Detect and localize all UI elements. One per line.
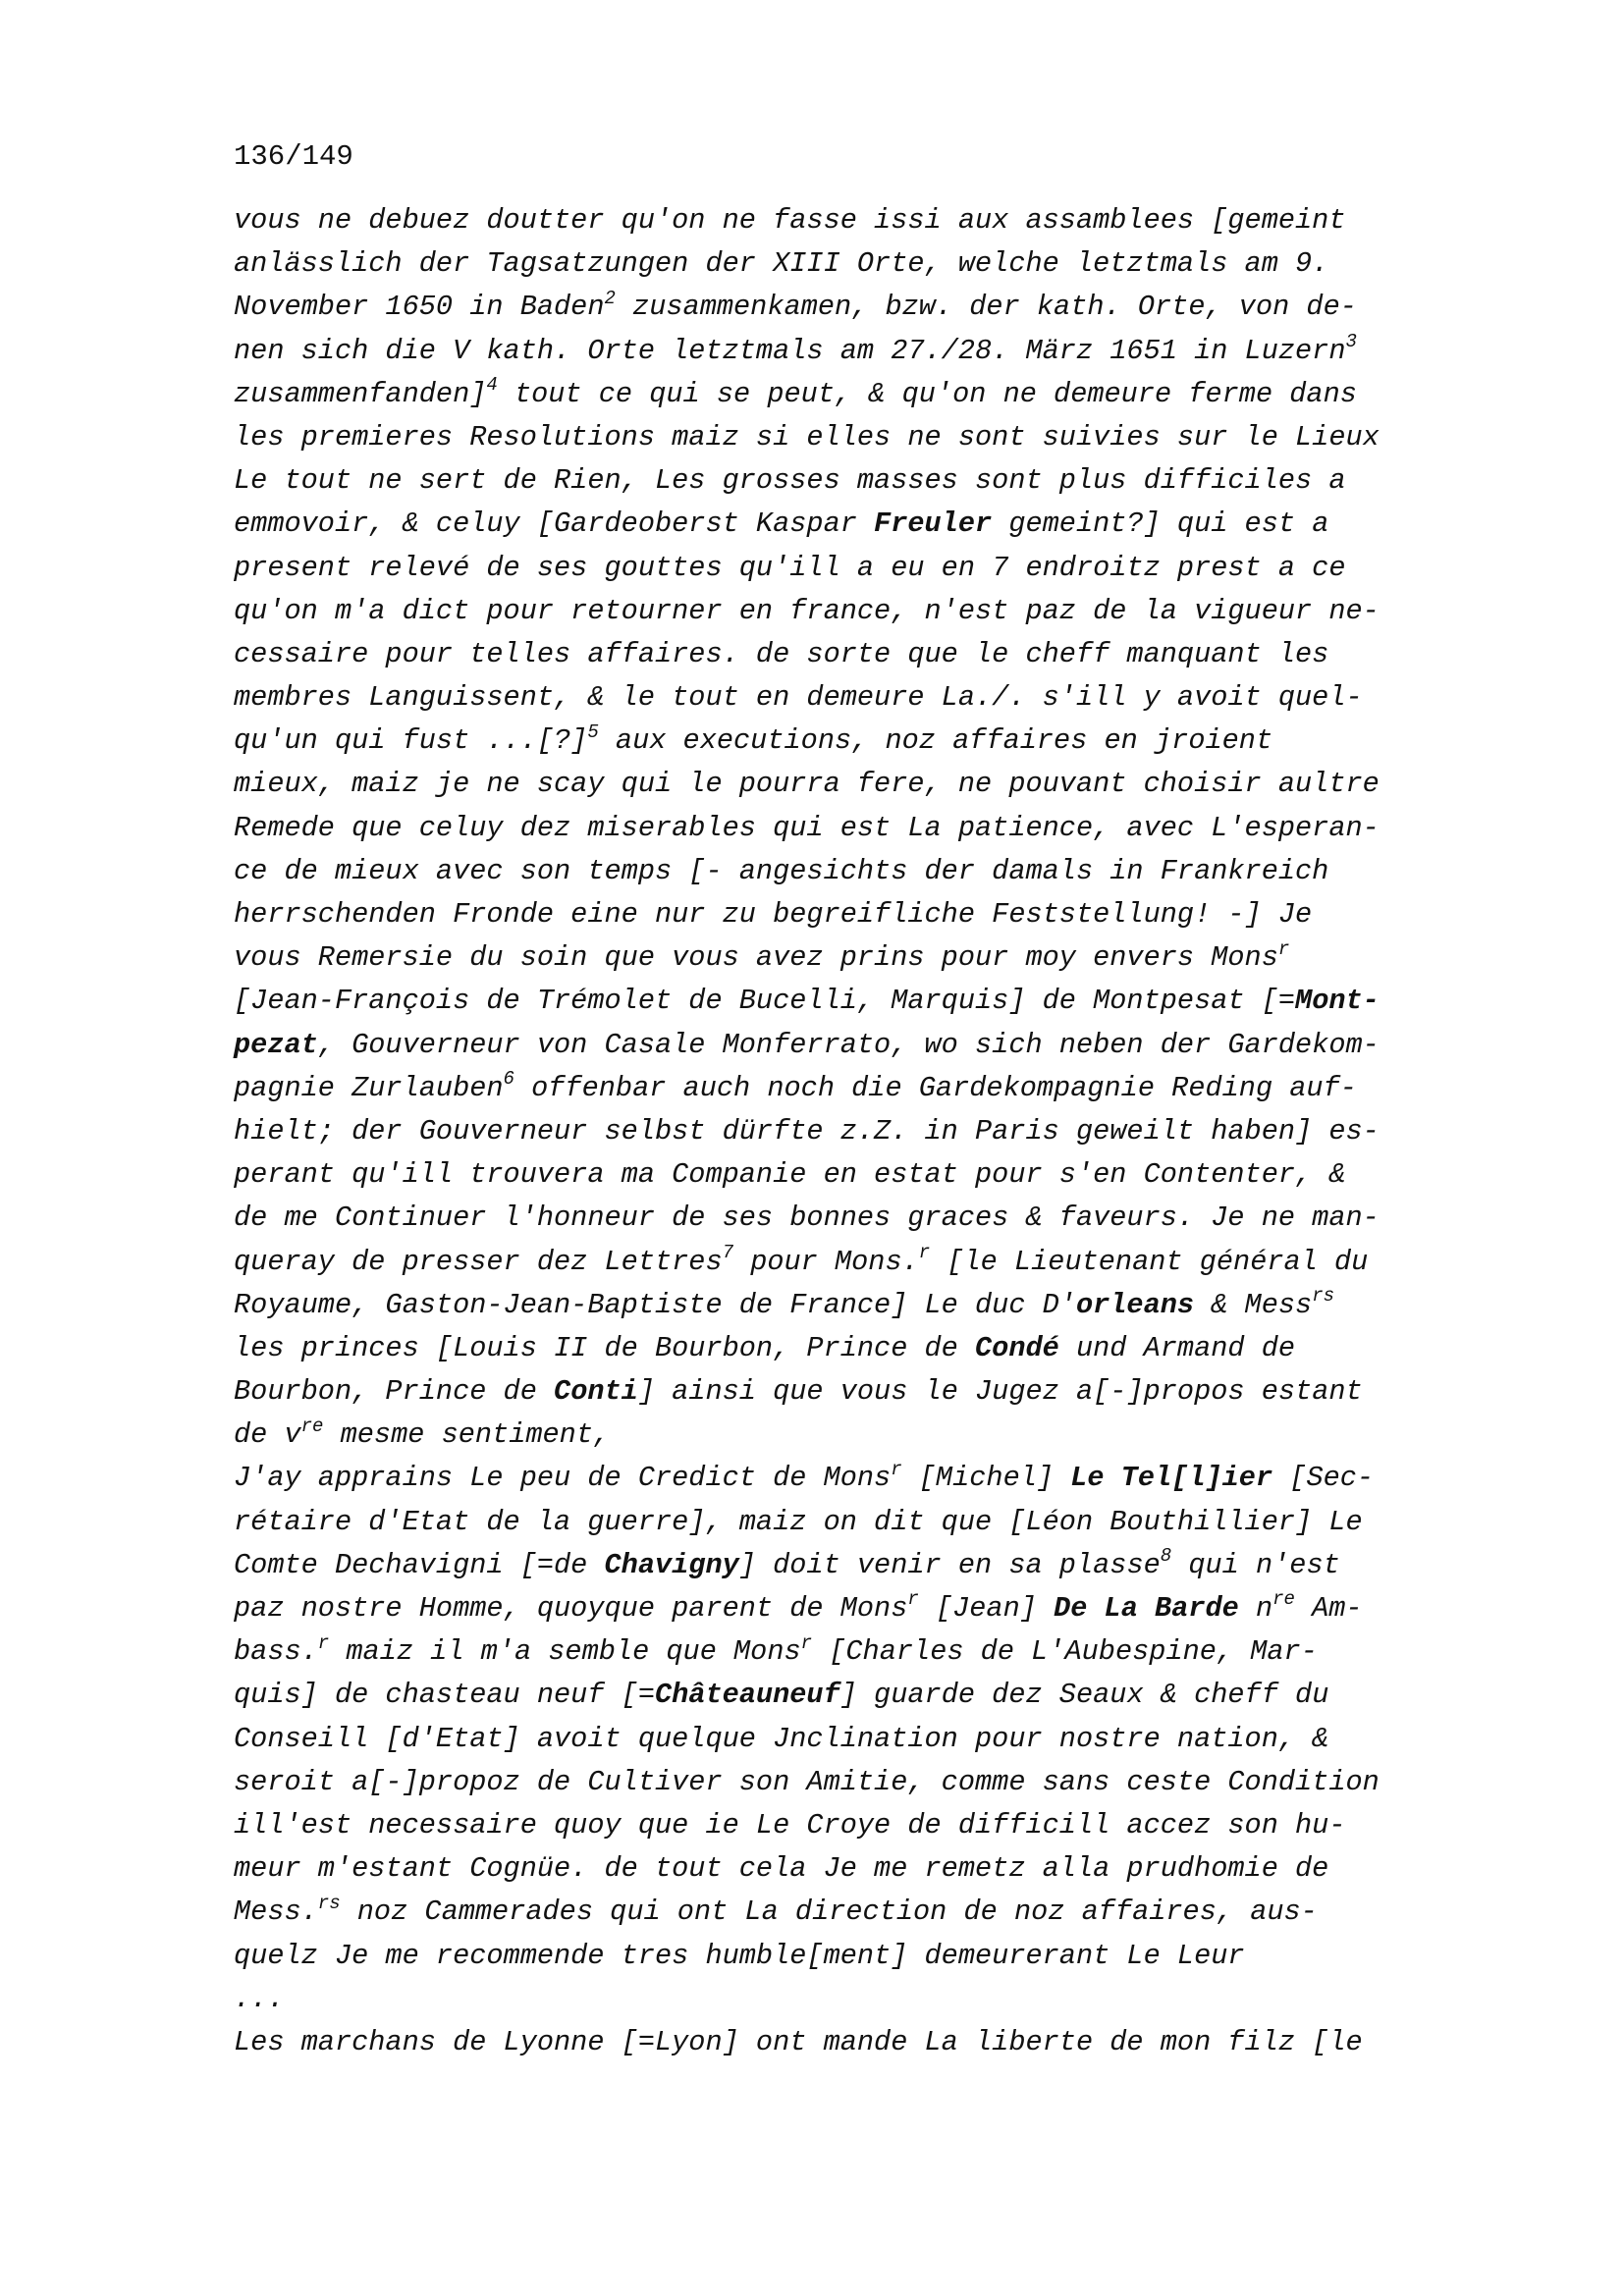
text-segment: [Jean] xyxy=(918,1592,1055,1625)
text-segment: herrschenden Fronde eine nur zu begreifliche Feststellung! -] Je xyxy=(234,898,1313,931)
superscript: 2 xyxy=(604,287,616,309)
text-segment: pagnie Zurlauben xyxy=(234,1071,504,1104)
text-segment: mesme sentiment, xyxy=(323,1418,611,1452)
superscript: 5 xyxy=(587,721,599,743)
text-segment: & Mess xyxy=(1194,1288,1313,1321)
text-segment: , Gouverneur von Casale Monferrato, wo sich neben der Gardekom- xyxy=(317,1028,1380,1061)
text-line xyxy=(234,1370,1510,1414)
text-segment: noz Cammerades qui ont La direction de noz affaires, aus- xyxy=(340,1896,1318,1929)
text-segment: cessaire pour telles affaires. de sorte que le cheff manquant les xyxy=(234,637,1329,670)
superscript: r xyxy=(918,1241,931,1263)
text-segment: ] doit venir en sa plasse xyxy=(738,1548,1161,1581)
text-segment: Royaume, Gaston-Jean-Baptiste de France] Le duc D' xyxy=(234,1288,1076,1321)
text-line xyxy=(234,373,1510,416)
superscript: r xyxy=(1277,937,1290,960)
text-segment: maiz il m'a semble que Mons xyxy=(329,1635,801,1669)
text-segment: qu'on m'a dict pour retourner en france, n'est paz de la vigueur ne- xyxy=(234,594,1380,627)
text-line xyxy=(234,1804,1510,1847)
text-segment: emmovoir, & celuy [Gardeoberst Kaspar xyxy=(234,507,875,541)
superscript: r xyxy=(907,1588,919,1611)
text-segment: Comte Dechavigni [=de xyxy=(234,1548,605,1581)
text-line xyxy=(234,1544,1510,1587)
text-segment: de me Continuer l'honneur de ses bonnes graces & faveurs. Je ne man- xyxy=(234,1201,1380,1235)
text-segment: Mess. xyxy=(234,1896,318,1929)
text-segment: bass. xyxy=(234,1635,318,1669)
bold-name: Condé xyxy=(975,1331,1059,1364)
text-segment: J'ay apprains Le peu de Credict de Mons xyxy=(234,1462,892,1495)
text-line xyxy=(234,1241,1510,1284)
text-segment: ] ainsi que vous le Jugez a[-]propos estant xyxy=(637,1375,1363,1409)
text-line xyxy=(234,1587,1510,1630)
superscript: r xyxy=(317,1631,330,1654)
text-line xyxy=(234,1284,1510,1327)
superscript: 7 xyxy=(722,1241,734,1263)
text-segment: [Sec- xyxy=(1272,1462,1375,1495)
text-line xyxy=(234,1327,1510,1370)
page-number: 136/149 xyxy=(234,140,353,173)
text-segment: aux executions, noz affaires en jroient xyxy=(598,724,1273,758)
superscript: r xyxy=(891,1458,902,1480)
text-segment: [le Lieutenant général du xyxy=(930,1245,1369,1278)
text-line xyxy=(234,1414,1510,1457)
bold-name: Le Tel[l]ier xyxy=(1070,1462,1273,1495)
text-segment: vous ne debuez doutter qu'on ne fasse issi aux assamblees [gemeint xyxy=(234,204,1346,237)
text-segment: ... xyxy=(234,1982,285,2015)
text-line xyxy=(234,2021,1510,2064)
text-line xyxy=(234,720,1510,763)
text-segment: zusammenkamen, bzw. der kath. Orte, von de- xyxy=(615,291,1357,324)
text-segment: Remede que celuy dez miserables qui est La patience, avec L'esperan- xyxy=(234,811,1380,844)
text-line xyxy=(234,1630,1510,1674)
text-line xyxy=(234,330,1510,373)
text-line xyxy=(234,980,1510,1023)
text-segment: Conseill [d'Etat] avoit quelque Jnclination pour nostre nation, & xyxy=(234,1722,1329,1755)
bold-name: Conti xyxy=(554,1375,638,1409)
text-segment: paz nostre Homme, quoyque parent de Mons xyxy=(234,1592,908,1625)
text-segment: offenbar auch noch die Gardekompagnie Reding auf- xyxy=(514,1071,1357,1104)
text-line xyxy=(234,676,1510,720)
text-line xyxy=(234,1457,1510,1500)
text-line xyxy=(234,1024,1510,1067)
text-line xyxy=(234,936,1510,980)
text-line xyxy=(234,1153,1510,1197)
text-segment: queray de presser dez Lettres xyxy=(234,1245,723,1278)
superscript: 3 xyxy=(1345,331,1357,353)
text-segment: seroit a[-]propoz de Cultiver son Amitie, comme sans ceste Condition xyxy=(234,1765,1380,1798)
bold-name: Chavigny xyxy=(604,1548,739,1581)
text-line xyxy=(234,199,1510,242)
text-line xyxy=(234,459,1510,503)
text-line xyxy=(234,590,1510,633)
text-segment: anlässlich der Tagsatzungen der XIII Orte, welche letztmals am 9. xyxy=(234,247,1329,281)
superscript: re xyxy=(1272,1588,1295,1611)
text-segment: gemeint?] qui est a xyxy=(992,507,1329,541)
text-line xyxy=(234,1978,1510,2021)
text-line xyxy=(234,1718,1510,1761)
text-line xyxy=(234,416,1510,459)
text-line xyxy=(234,1847,1510,1891)
text-line xyxy=(234,547,1510,590)
text-segment: pour Mons. xyxy=(733,1245,919,1278)
text-segment: qu'un qui fust ...[?] xyxy=(234,724,588,758)
text-segment: ce de mieux avec son temps [- angesichts der damals in Frankreich xyxy=(234,854,1329,887)
text-segment: mieux, maiz je ne scay qui le pourra fere, ne pouvant choisir aultre xyxy=(234,768,1380,801)
text-segment: November 1650 in Baden xyxy=(234,291,605,324)
bold-name: orleans xyxy=(1075,1288,1195,1321)
text-line xyxy=(234,286,1510,329)
text-segment: meur m'estant Cognüe. de tout cela Je me remetz alla prudhomie de xyxy=(234,1852,1329,1886)
superscript: re xyxy=(300,1415,324,1437)
text-segment: [Charles de L'Aubespine, Mar- xyxy=(812,1635,1318,1669)
text-segment: les premieres Resolutions maiz si elles ne sont suivies sur le Lieux xyxy=(234,420,1380,454)
superscript: r xyxy=(800,1631,813,1654)
text-line xyxy=(234,850,1510,893)
text-segment: tout ce qui se peut, & qu'on ne demeure ferme dans xyxy=(497,377,1357,410)
text-segment: rétaire d'Etat de la guerre], maiz on dit que [Léon Bouthillier] Le xyxy=(234,1505,1363,1538)
text-segment: und Armand de xyxy=(1058,1331,1296,1364)
text-segment: Les marchans de Lyonne [=Lyon] ont mande La liberte de mon filz [le xyxy=(234,2025,1363,2058)
text-line xyxy=(234,893,1510,936)
text-line xyxy=(234,1110,1510,1153)
bold-name: Freuler xyxy=(874,507,993,541)
superscript: 8 xyxy=(1160,1545,1172,1568)
text-segment: [Michel] xyxy=(901,1462,1071,1495)
text-line xyxy=(234,763,1510,806)
text-segment: les princes [Louis II de Bourbon, Prince de xyxy=(234,1331,975,1364)
superscript: rs xyxy=(317,1892,341,1914)
text-segment: ill'est necessaire quoy que ie Le Croye de difficill accez son hu- xyxy=(234,1808,1346,1842)
bold-name: Mont- xyxy=(1295,985,1380,1018)
text-line xyxy=(234,242,1510,286)
text-segment: quelz Je me recommende tres humble[ment] demeurerant Le Leur xyxy=(234,1939,1245,1972)
text-line xyxy=(234,1761,1510,1804)
text-segment: present relevé de ses gouttes qu'ill a eu en 7 endroitz prest a ce xyxy=(234,551,1346,584)
text-line xyxy=(234,1197,1510,1240)
text-segment: perant qu'ill trouvera ma Companie en estat pour s'en Contenter, & xyxy=(234,1158,1346,1192)
superscript: 4 xyxy=(486,374,498,397)
text-segment: vous Remersie du soin que vous avez prins pour moy envers Mons xyxy=(234,941,1278,975)
bold-name: Châteauneuf xyxy=(654,1679,840,1712)
text-line xyxy=(234,1891,1510,1934)
text-line xyxy=(234,807,1510,850)
text-segment: Le tout ne sert de Rien, Les grosses masses sont plus difficiles a xyxy=(234,464,1346,498)
superscript: 6 xyxy=(503,1068,514,1091)
superscript: rs xyxy=(1312,1285,1335,1308)
text-segment: nen sich die V kath. Orte letztmals am 27./28. März 1651 in Luzern xyxy=(234,334,1346,367)
text-segment: hielt; der Gouverneur selbst dürfte z.Z. in Paris geweilt haben] es- xyxy=(234,1114,1380,1148)
text-segment: n xyxy=(1238,1592,1273,1625)
text-segment: Bourbon, Prince de xyxy=(234,1375,555,1409)
bold-name: pezat xyxy=(234,1028,318,1061)
body-text xyxy=(234,199,1510,2064)
text-segment: [Jean-François de Trémolet de Bucelli, Marquis] de Montpesat [= xyxy=(234,985,1296,1018)
text-line xyxy=(234,1674,1510,1717)
text-segment: de v xyxy=(234,1418,301,1452)
text-segment: quis] de chasteau neuf [= xyxy=(234,1679,655,1712)
text-segment: qui n'est xyxy=(1171,1548,1340,1581)
text-line xyxy=(234,1935,1510,1978)
text-line xyxy=(234,503,1510,546)
text-segment: ] guarde dez Seaux & cheff du xyxy=(839,1679,1329,1712)
bold-name: De La Barde xyxy=(1054,1592,1239,1625)
text-segment: zusammenfanden] xyxy=(234,377,487,410)
text-line xyxy=(234,1501,1510,1544)
text-line xyxy=(234,633,1510,676)
text-segment: Am- xyxy=(1294,1592,1363,1625)
text-line xyxy=(234,1067,1510,1110)
text-segment: membres Languissent, & le tout en demeure La./. s'ill y avoit quel- xyxy=(234,681,1363,715)
